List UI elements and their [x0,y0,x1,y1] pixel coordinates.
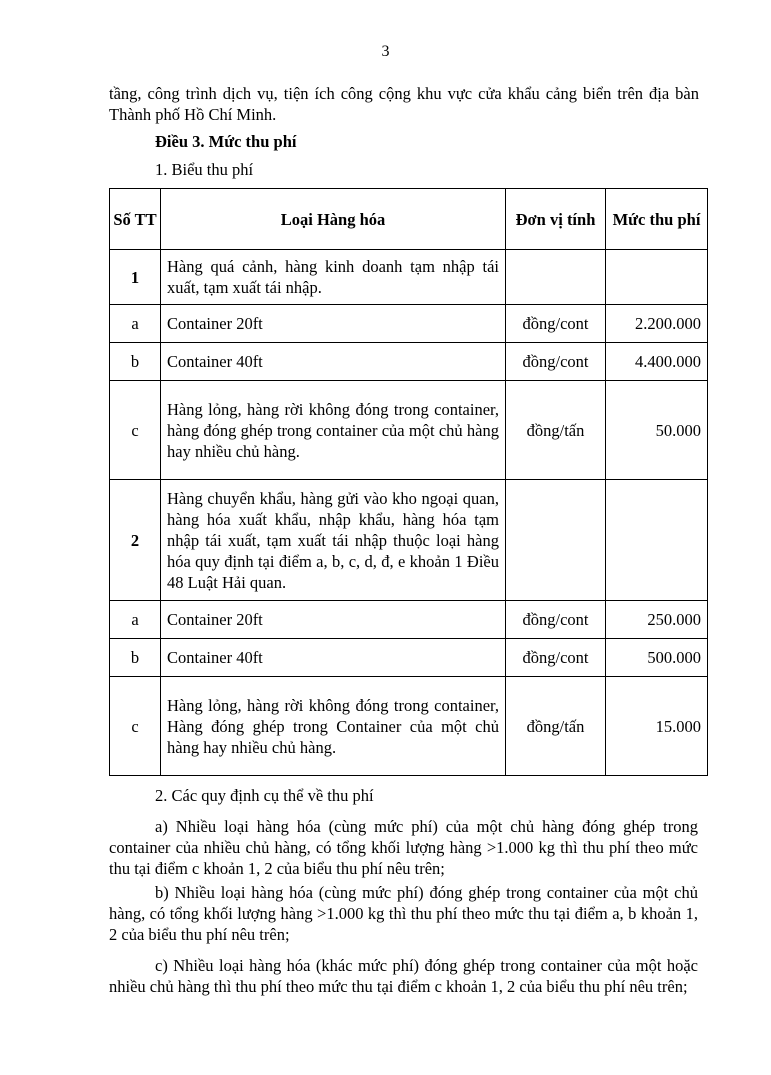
row-type: Hàng chuyển khẩu, hàng gửi vào kho ngoại quan, hàng hóa xuất khẩu, nhập khẩu, hàng hóa tạm nhập tái xuất, tạm xuất tái nhập thuộc loại hàng hóa quy định tại điểm a, b, c, d, đ, e khoản 1 Điều 48 Luật Hải quan. [161,480,506,601]
row-type: Hàng lỏng, hàng rời không đóng trong container, Hàng đóng ghép trong Container của một chủ hàng hay nhiều chủ hàng. [161,677,506,776]
row-fee: 15.000 [606,677,708,776]
row-unit: đồng/tấn [506,677,606,776]
row-fee: 2.200.000 [606,305,708,343]
table-row [110,381,708,480]
row-fee: 500.000 [606,639,708,677]
row-stt: a [110,305,161,343]
table-row [110,601,708,639]
rule-a: a) Nhiều loại hàng hóa (cùng mức phí) của một chủ hàng đóng ghép trong container của nhiều chủ hàng, có tổng khối lượng hàng >1.000 kg thì thu phí theo mức thu tại điểm c khoản 1, 2 của biểu thu phí nêu trên; [109,817,698,878]
table-row [110,677,708,776]
row-stt: a [110,601,161,639]
row-unit [506,250,606,305]
rule-c: c) Nhiều loại hàng hóa (khác mức phí) đóng ghép trong container của một hoặc nhiều chủ hàng thì thu phí theo mức thu tại điểm c khoản 1, 2 của biểu thu phí nêu trên; [109,956,698,996]
table-row [110,305,708,343]
header-unit: Đơn vị tính [506,189,606,250]
section-2-title: 2. Các quy định cụ thể về thu phí [155,786,374,805]
header-type: Loại Hàng hóa [161,189,506,250]
row-type: Container 40ft [161,343,506,381]
row-fee: 50.000 [606,381,708,480]
table-row [110,343,708,381]
row-type: Container 20ft [161,601,506,639]
row-type: Container 40ft [161,639,506,677]
row-type: Hàng lỏng, hàng rời không đóng trong container, hàng đóng ghép trong container của một chủ hàng hay nhiều chủ hàng. [161,381,506,480]
section-1-title: 1. Biểu thu phí [155,160,254,179]
row-stt: b [110,343,161,381]
row-type: Container 20ft [161,305,506,343]
row-type: Hàng quá cảnh, hàng kinh doanh tạm nhập tái xuất, tạm xuất tái nhập. [161,250,506,305]
row-fee [606,250,708,305]
intro-paragraph: tầng, công trình dịch vụ, tiện ích công cộng khu vực cửa khẩu cảng biển trên địa bàn Thành phố Hồ Chí Minh. [109,84,699,124]
fee-table [109,188,708,776]
rule-b: b) Nhiều loại hàng hóa (cùng mức phí) đóng ghép trong container của một chủ hàng, có tổng khối lượng hàng >1.000 kg thì thu phí theo mức thu tại điểm a, b khoản 1, 2 của biểu thu phí nêu trên; [109,883,698,944]
row-stt: 1 [110,250,161,305]
row-unit: đồng/cont [506,639,606,677]
header-stt: Số TT [110,189,161,250]
row-fee: 4.400.000 [606,343,708,381]
row-unit: đồng/cont [506,343,606,381]
table-header-row [110,189,708,250]
article-title: Điều 3. Mức thu phí [155,132,297,151]
row-stt: c [110,677,161,776]
row-unit [506,480,606,601]
row-unit: đồng/cont [506,305,606,343]
page-number: 3 [381,43,390,60]
row-unit: đồng/cont [506,601,606,639]
table-row [110,250,708,305]
table-row [110,480,708,601]
row-stt: b [110,639,161,677]
row-fee: 250.000 [606,601,708,639]
table-row [110,639,708,677]
row-stt: 2 [110,480,161,601]
row-fee [606,480,708,601]
header-fee: Mức thu phí [606,189,708,250]
row-stt: c [110,381,161,480]
row-unit: đồng/tấn [506,381,606,480]
